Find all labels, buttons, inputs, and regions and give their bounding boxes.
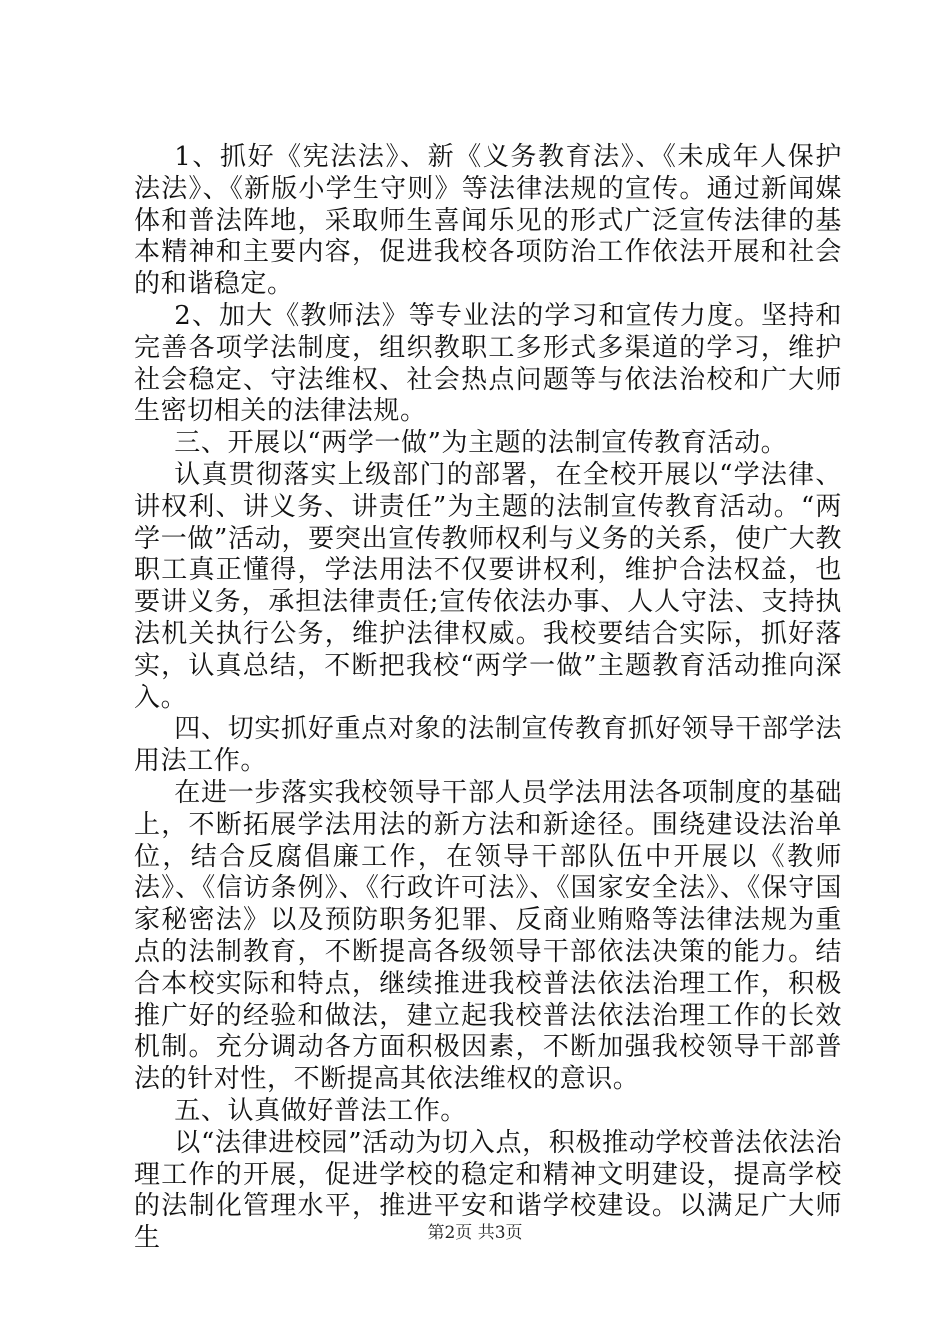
paragraph-section-3-body: 认真贯彻落实上级部门的部署，在全校开展以“学法律、讲权利、讲义务、讲责任”为主题的法制宣传教育活动。“两学一做”活动，要突出宣传教师权利与义务的关系，使广大教职工真正懂得，学法用法不仅要讲权利，维护合法权益，也要讲义务，承担法律责任;宣传依法办事、人人守法、支持执法机关执行公务，维护法律权威。我校要结合实际，抓好落实，认真总结，不断把我校“两学一做”主题教育活动推向深入。: [134, 459, 842, 713]
paragraph-item-1: 1、抓好《宪法法》、新《义务教育法》、《未成年人保护法法》、《新版小学生守则》等法律法规的宣传。通过新闻媒体和普法阵地，采取师生喜闻乐见的形式广泛宣传法律的基本精神和主要内容，促进我校各项防治工作依法开展和社会的和谐稳定。: [134, 142, 842, 300]
page-number-footer: 第2页 共3页: [427, 1223, 523, 1243]
paragraph-item-2: 2、加大《教师法》等专业法的学习和宣传力度。坚持和完善各项学法制度，组织教职工多形式多渠道的学习，维护社会稳定、守法维权、社会热点问题等与依法治校和广大师生密切相关的法律法规。: [134, 300, 842, 427]
section-heading-4: 四、切实抓好重点对象的法制宣传教育抓好领导干部学法用法工作。: [134, 714, 842, 777]
paragraph-section-5-body: 以“法律进校园”活动为切入点，积极推动学校普法依法治理工作的开展，促进学校的稳定和精神文明建设，提高学校的法制化管理水平，推进平安和谐学校建设。以满足广大师生: [134, 1127, 842, 1254]
paragraph-section-4-body: 在进一步落实我校领导干部人员学法用法各项制度的基础上，不断拓展学法用法的新方法和新途径。围绕建设法治单位，结合反腐倡廉工作，在领导干部队伍中开展以《教师法》、《信访条例》、《行政许可法》、《国家安全法》、《保守国家秘密法》以及预防职务犯罪、反商业贿赂等法律法规为重点的法制教育，不断提高各级领导干部依法决策的能力。结合本校实际和特点，继续推进我校普法依法治理工作，积极推广好的经验和做法，建立起我校普法依法治理工作的长效机制。充分调动各方面积极因素，不断加强我校领导干部普法的针对性，不断提高其依法维权的意识。: [134, 777, 842, 1095]
document-body: [134, 142, 842, 1255]
section-heading-3: 三、开展以“两学一做”为主题的法制宣传教育活动。: [174, 428, 788, 459]
section-heading-5: 五、认真做好普法工作。: [174, 1095, 467, 1126]
